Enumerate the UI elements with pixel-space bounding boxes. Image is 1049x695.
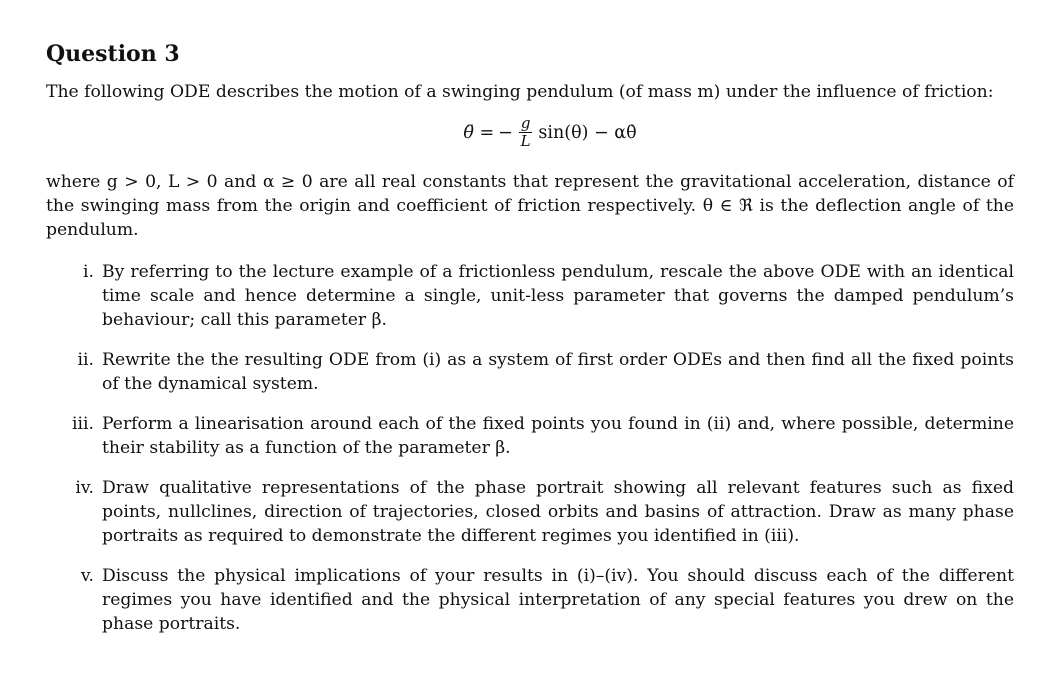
part-text: Perform a linearisation around each of the fixed points you found in (ii) and, where possible, determine their stability as a function of the parameter β. bbox=[102, 414, 1014, 458]
question-part-i bbox=[54, 260, 1014, 332]
equation-fraction bbox=[519, 116, 533, 149]
intro-paragraph: The following ODE describes the motion of a swinging pendulum (of mass m) under the influence of friction: bbox=[46, 82, 994, 102]
part-text: Discuss the physical implications of your results in (i)–(iv). You should discuss each of the different regimes you have identified and the physical interpretation of any special features you drew on the phase portraits. bbox=[102, 566, 1014, 634]
question-part-iii bbox=[54, 412, 1014, 460]
equation-lhs: θ̈ = bbox=[463, 122, 495, 143]
part-marker: iii. bbox=[72, 414, 94, 434]
question-heading: Question 3 bbox=[46, 41, 180, 67]
part-text: Draw qualitative representations of the phase portrait showing all relevant features such as fixed points, nullclines, direction of trajectories, closed orbits and basins of attraction. Draw as many phase portraits as required to demonstrate the different regimes you identified in (iii). bbox=[102, 478, 1014, 546]
question-parts-list bbox=[54, 260, 1014, 636]
part-text: By referring to the lecture example of a frictionless pendulum, rescale the above ODE with an identical time scale and hence determine a single, unit-less parameter that governs the damped pendulum’s behaviour; call this parameter β. bbox=[102, 262, 1014, 330]
part-marker: iv. bbox=[75, 478, 94, 498]
question-part-iv bbox=[54, 476, 1014, 548]
question-part-v bbox=[54, 564, 1014, 636]
part-marker: ii. bbox=[77, 350, 94, 370]
part-marker: i. bbox=[83, 262, 94, 282]
fraction-denominator: L bbox=[520, 132, 531, 150]
part-text: Rewrite the the resulting ODE from (i) as a system of first order ODEs and then find all the fixed points of the dynamical system. bbox=[102, 350, 1014, 394]
description-paragraph: where g > 0, L > 0 and α ≥ 0 are all real constants that represent the gravitational acceleration, distance of the swinging mass from the origin and coefficient of friction respectively. θ ∈ ℜ is the deflection angle of the pendulum. bbox=[46, 172, 1014, 240]
equation-rhs: sin(θ) − αθ̇ bbox=[538, 122, 637, 143]
part-marker: v. bbox=[80, 566, 94, 586]
question-part-ii bbox=[54, 348, 1014, 396]
ode-equation bbox=[46, 116, 1014, 154]
question-document bbox=[46, 40, 1014, 652]
equation-minus: − bbox=[498, 122, 513, 143]
fraction-numerator: g bbox=[520, 114, 531, 132]
